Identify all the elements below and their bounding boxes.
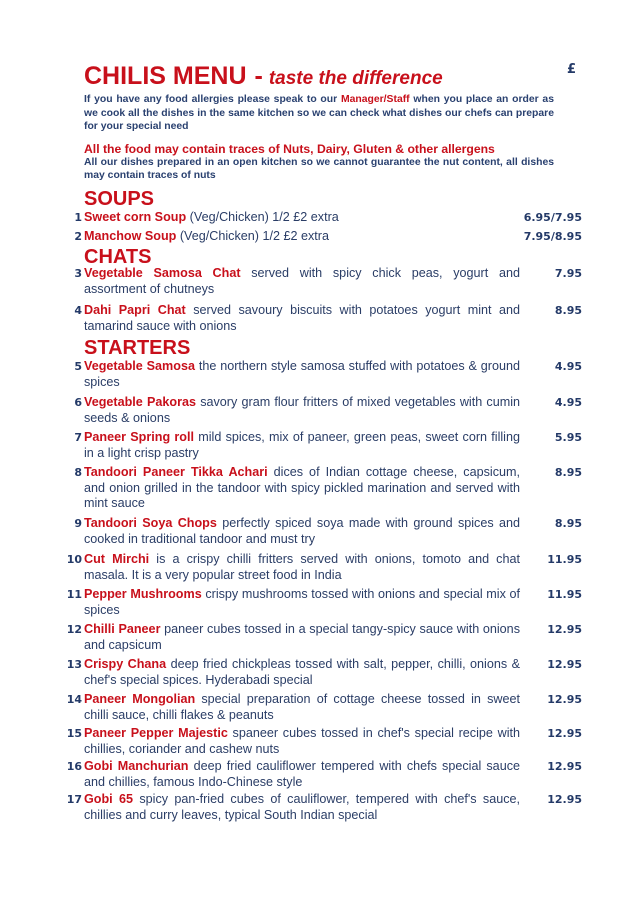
item-description: deep fried cauliflower tempered with chefs special sauce and chillies, famous Indo-Chinese style [84,759,520,789]
item-description: mild spices, mix of paneer, green peas, sweet corn filling in a light crisp pastry [84,430,520,460]
item-description: paneer cubes tossed in a special tangy-spicy sauce with onions and capsicum [84,622,520,652]
item-price: 12.95 [547,658,582,671]
item-name: Gobi 65 [84,792,134,806]
item-description: (Veg/Chicken) 1/2 £2 extra [186,210,339,224]
item-body [84,395,520,426]
item-name: Vegetable Pakoras [84,395,197,409]
tagline: taste the difference [268,68,443,89]
allergy-note-text-2: when you place an order as we cook all the dishes in the same kitchen so we can check what dishes our chefs can prepare for your special need [84,94,554,132]
item-name: Chilli Paneer [84,622,161,636]
item-description: savory gram flour fritters of mixed vegetables with cumin seeds & onions [84,395,521,425]
item-number: 3 [74,267,82,280]
item-number: 5 [74,360,82,373]
item-number: 15 [66,727,82,740]
item-name: Crispy Chana [84,657,167,671]
item-number: 9 [74,517,82,530]
item-number: 1 [74,211,82,224]
item-body [84,465,520,512]
item-number: 4 [74,304,82,317]
item-body [84,692,520,723]
item-body [84,359,520,390]
item-number: 2 [74,230,82,243]
section-heading-chats: CHATS [84,246,152,268]
item-description: deep fried chickpleas tossed with salt, pepper, chilli, onions & chef's special spices. Hyderabadi special [84,657,521,687]
item-description: is a crispy chilli fritters served with onions, tomoto and chat masala. It is a very popular street food in India [84,552,520,582]
item-price: 4.95 [554,360,582,373]
item-price: 8.95 [554,517,582,530]
item-number: 12 [66,623,82,636]
item-price: 12.95 [547,793,582,806]
item-description: special preparation of cottage cheese tossed in sweet chilli sauce, chilli flakes & peanuts [84,692,520,722]
item-price: 8.95 [554,466,582,479]
item-number: 7 [74,431,82,444]
item-name: Paneer Spring roll [84,430,194,444]
item-body [84,657,520,688]
menu-header [84,62,554,183]
item-name: Tandoori Paneer Tikka Achari [84,465,268,479]
item-body [84,430,520,461]
item-number: 6 [74,396,82,409]
item-body [84,759,520,790]
item-body [84,210,520,226]
item-price: 11.95 [547,553,582,566]
item-name: Vegetable Samosa [84,359,195,373]
item-number: 14 [66,693,82,706]
item-number: 11 [66,588,82,601]
page-title [84,62,554,93]
item-price: 12.95 [547,727,582,740]
item-description: the northern style samosa stuffed with potatoes & ground spices [84,359,520,389]
item-price: 7.95 [554,267,582,280]
item-description: perfectly spiced soya made with ground spices and cooked in traditional tandoor and must try [84,516,520,546]
item-body [84,303,520,334]
allergy-note [84,93,554,134]
allergen-warning: All the food may contain traces of Nuts, Dairy, Gluten & other allergens [84,141,495,156]
currency-symbol: £ [567,62,577,77]
item-name: Paneer Mongolian [84,692,196,706]
item-description: spicy pan-fried cubes of cauliflower, tempered with chef's sauce, chillies and curry leaves, typical South Indian special [84,792,521,822]
item-name: Gobi Manchurian [84,759,189,773]
item-price: 12.95 [547,760,582,773]
section-heading-soups: SOUPS [84,188,155,210]
item-name: Sweet corn Soup [84,210,187,224]
item-name: Manchow Soup [84,229,177,243]
item-number: 17 [66,793,82,806]
item-name: Pepper Mushrooms [84,587,202,601]
kitchen-note: All our dishes prepared in an open kitchen so we cannot guarantee the nut content, all dishes may contain traces of nuts [84,156,554,181]
item-body [84,587,520,618]
item-body [84,516,520,547]
item-price: 8.95 [554,304,582,317]
item-number: 10 [66,553,82,566]
item-name: Vegetable Samosa Chat [84,266,241,280]
item-body [84,726,520,757]
item-body [84,229,520,245]
manager-staff-highlight: Manager/Staff [340,94,410,105]
section-heading-starters: STARTERS [84,337,191,359]
item-description: dices of Indian cottage cheese, capsicum, and onion grilled in the tandoor with spicy pickled marination and served with mint sauce [84,465,520,510]
item-price: 5.95 [554,431,582,444]
item-body [84,792,520,823]
item-price: 4.95 [554,396,582,409]
title-dash: - [254,62,263,90]
item-price: 11.95 [547,588,582,601]
item-description: served with spicy chick peas, yogurt and assortment of chutneys [84,266,520,296]
item-price: 12.95 [547,693,582,706]
item-name: Dahi Papri Chat [84,303,186,317]
item-description: (Veg/Chicken) 1/2 £2 extra [176,229,329,243]
item-description: crispy mushrooms tossed with onions and special mix of spices [84,587,521,617]
item-number: 13 [66,658,82,671]
item-body [84,622,520,653]
item-name: Paneer Pepper Majestic [84,726,228,740]
item-name: Cut Mirchi [84,552,150,566]
title-text: CHILIS MENU [84,62,247,90]
item-body [84,552,520,583]
item-price: 7.95/8.95 [523,230,582,243]
item-body [84,266,520,297]
item-description: spaneer cubes tossed in chef's special recipe with chillies, coriander and cashew nuts [84,726,520,756]
item-description: served savoury biscuits with potatoes yogurt mint and tamarind sauce with onions [84,303,520,333]
item-number: 8 [74,466,82,479]
item-number: 16 [66,760,82,773]
item-price: 12.95 [547,623,582,636]
allergy-note-text: If you have any food allergies please speak to our [84,94,341,105]
item-name: Tandoori Soya Chops [84,516,217,530]
item-price: 6.95/7.95 [523,211,582,224]
